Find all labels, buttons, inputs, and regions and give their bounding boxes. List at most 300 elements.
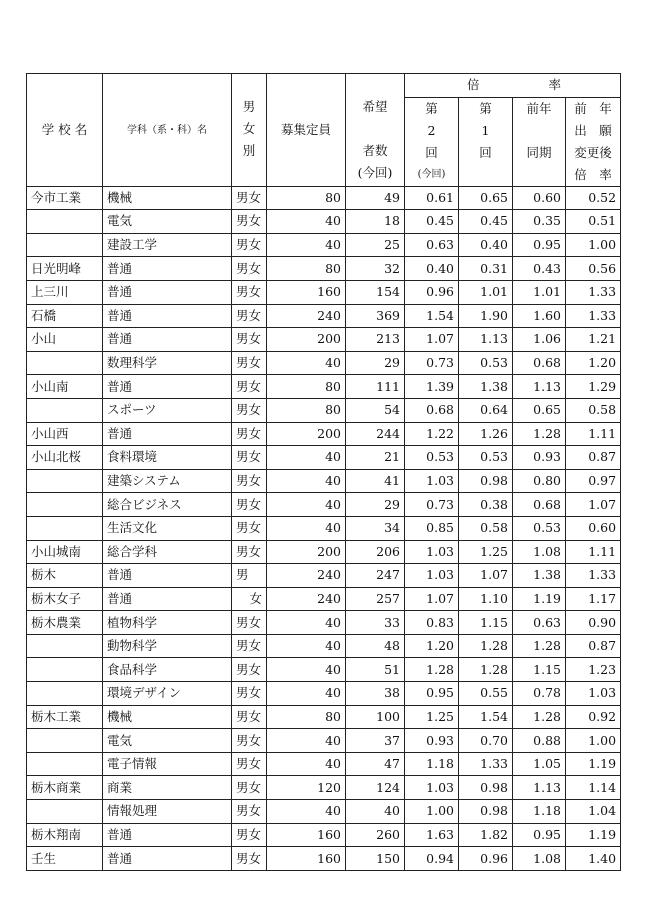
school-cell: 栃木工業 <box>27 705 103 729</box>
capacity-cell: 80 <box>267 398 346 422</box>
ratio-round2-cell: 0.68 <box>405 398 459 422</box>
capacity-cell: 200 <box>267 540 346 564</box>
ratio-prev-year-cell: 1.38 <box>513 564 566 588</box>
ratio-prev-year-cell: 1.28 <box>513 634 566 658</box>
table-row <box>27 800 621 824</box>
table-row <box>27 257 621 281</box>
ratio-prev-changed-cell: 1.07 <box>566 493 621 517</box>
school-cell: 石橋 <box>27 304 103 328</box>
ratio-prev-year-cell: 0.95 <box>513 823 566 847</box>
applicants-cell: 247 <box>346 564 405 588</box>
ratio-round1-cell: 0.31 <box>459 257 513 281</box>
sex-cell: 男女 <box>232 304 267 328</box>
school-cell <box>27 351 103 375</box>
ratio-prev-changed-cell: 1.33 <box>566 280 621 304</box>
sex-cell: 男女 <box>232 375 267 399</box>
table-row <box>27 776 621 800</box>
course-cell: 普通 <box>103 328 232 352</box>
sex-cell: 男女 <box>232 233 267 257</box>
ratio-prev-year-cell: 1.06 <box>513 328 566 352</box>
ratio-prev-changed-cell: 1.19 <box>566 823 621 847</box>
ratio-round1-cell: 0.65 <box>459 186 513 210</box>
table-row <box>27 729 621 753</box>
ratio-round2-cell: 0.85 <box>405 516 459 540</box>
applicants-cell: 100 <box>346 705 405 729</box>
ratio-round1-cell: 1.28 <box>459 634 513 658</box>
table-row <box>27 351 621 375</box>
ratio-round2-cell: 1.18 <box>405 752 459 776</box>
course-cell: 普通 <box>103 847 232 871</box>
ratio-prev-year-cell: 0.63 <box>513 611 566 635</box>
table-row <box>27 304 621 328</box>
applicants-cell: 206 <box>346 540 405 564</box>
ratio-prev-year-cell: 0.95 <box>513 233 566 257</box>
header-prev-changed: 前 年 出 願 変更後 倍 率 <box>566 97 621 186</box>
course-cell: 食料環境 <box>103 446 232 470</box>
ratio-prev-changed-cell: 1.11 <box>566 422 621 446</box>
ratio-prev-year-cell: 1.05 <box>513 752 566 776</box>
capacity-cell: 40 <box>267 752 346 776</box>
header-round1: 第 1 回 <box>459 97 513 186</box>
table-row <box>27 328 621 352</box>
header-round2: 第 2 回 (今回) <box>405 97 459 186</box>
capacity-cell: 40 <box>267 729 346 753</box>
ratio-round2-cell: 1.00 <box>405 800 459 824</box>
capacity-cell: 200 <box>267 328 346 352</box>
table-row <box>27 516 621 540</box>
ratio-round1-cell: 0.45 <box>459 210 513 234</box>
ratio-prev-year-cell: 1.08 <box>513 540 566 564</box>
ratio-round1-cell: 0.58 <box>459 516 513 540</box>
header-school: 学 校 名 <box>27 74 103 187</box>
sex-cell: 男女 <box>232 516 267 540</box>
ratio-round1-cell: 0.98 <box>459 469 513 493</box>
capacity-cell: 40 <box>267 658 346 682</box>
sex-cell: 男女 <box>232 729 267 753</box>
applicants-cell: 38 <box>346 682 405 706</box>
ratio-round2-cell: 1.25 <box>405 705 459 729</box>
school-cell <box>27 469 103 493</box>
ratio-prev-changed-cell: 1.20 <box>566 351 621 375</box>
capacity-cell: 240 <box>267 587 346 611</box>
sex-cell: 男女 <box>232 752 267 776</box>
course-cell: 普通 <box>103 257 232 281</box>
table-row <box>27 210 621 234</box>
table-row <box>27 422 621 446</box>
ratio-prev-changed-cell: 1.11 <box>566 540 621 564</box>
ratio-round2-cell: 0.93 <box>405 729 459 753</box>
table-row <box>27 446 621 470</box>
ratio-prev-changed-cell: 0.51 <box>566 210 621 234</box>
table-row <box>27 280 621 304</box>
ratio-prev-changed-cell: 1.23 <box>566 658 621 682</box>
applicants-cell: 260 <box>346 823 405 847</box>
ratio-round1-cell: 0.55 <box>459 682 513 706</box>
sex-cell: 男女 <box>232 634 267 658</box>
ratio-round1-cell: 0.96 <box>459 847 513 871</box>
capacity-cell: 160 <box>267 823 346 847</box>
applicants-cell: 154 <box>346 280 405 304</box>
school-cell: 壬生 <box>27 847 103 871</box>
ratio-prev-year-cell: 0.35 <box>513 210 566 234</box>
ratio-round1-cell: 1.25 <box>459 540 513 564</box>
course-cell: 普通 <box>103 375 232 399</box>
applicants-cell: 54 <box>346 398 405 422</box>
ratio-prev-year-cell: 0.93 <box>513 446 566 470</box>
sex-cell: 男女 <box>232 186 267 210</box>
ratio-prev-changed-cell: 1.03 <box>566 682 621 706</box>
school-cell: 小山北桜 <box>27 446 103 470</box>
school-cell: 小山西 <box>27 422 103 446</box>
ratio-round2-cell: 0.96 <box>405 280 459 304</box>
header-ratio-group: 倍 率 <box>405 74 621 98</box>
course-cell: 環境デザイン <box>103 682 232 706</box>
capacity-cell: 40 <box>267 611 346 635</box>
sex-cell: 男女 <box>232 823 267 847</box>
ratio-prev-changed-cell: 1.33 <box>566 304 621 328</box>
ratio-round2-cell: 1.03 <box>405 469 459 493</box>
ratio-prev-year-cell: 0.80 <box>513 469 566 493</box>
applicants-cell: 51 <box>346 658 405 682</box>
ratio-round2-cell: 1.07 <box>405 587 459 611</box>
ratio-round1-cell: 1.54 <box>459 705 513 729</box>
course-cell: 建設工学 <box>103 233 232 257</box>
sex-cell: 男女 <box>232 422 267 446</box>
table-row <box>27 587 621 611</box>
sex-cell: 男女 <box>232 328 267 352</box>
header-capacity: 募集定員 <box>267 74 346 187</box>
ratio-round1-cell: 1.82 <box>459 823 513 847</box>
ratio-round1-cell: 1.38 <box>459 375 513 399</box>
ratio-prev-changed-cell: 1.14 <box>566 776 621 800</box>
course-cell: 普通 <box>103 280 232 304</box>
sex-cell: 男女 <box>232 847 267 871</box>
course-cell: 普通 <box>103 304 232 328</box>
ratio-prev-year-cell: 1.01 <box>513 280 566 304</box>
applicants-cell: 29 <box>346 351 405 375</box>
ratio-prev-year-cell: 1.28 <box>513 422 566 446</box>
admission-ratio-table <box>26 73 621 871</box>
ratio-round2-cell: 1.07 <box>405 328 459 352</box>
school-cell <box>27 516 103 540</box>
sex-cell: 男 <box>232 564 267 588</box>
applicants-cell: 369 <box>346 304 405 328</box>
capacity-cell: 40 <box>267 516 346 540</box>
sex-cell: 男女 <box>232 398 267 422</box>
ratio-prev-year-cell: 0.78 <box>513 682 566 706</box>
ratio-round1-cell: 0.53 <box>459 351 513 375</box>
capacity-cell: 40 <box>267 233 346 257</box>
ratio-round1-cell: 1.07 <box>459 564 513 588</box>
ratio-round2-cell: 1.20 <box>405 634 459 658</box>
table-row <box>27 658 621 682</box>
ratio-prev-changed-cell: 1.00 <box>566 233 621 257</box>
school-cell: 栃木農業 <box>27 611 103 635</box>
school-cell <box>27 682 103 706</box>
sex-cell: 男女 <box>232 469 267 493</box>
ratio-prev-year-cell: 0.60 <box>513 186 566 210</box>
ratio-prev-changed-cell: 0.97 <box>566 469 621 493</box>
ratio-round1-cell: 1.33 <box>459 752 513 776</box>
ratio-prev-changed-cell: 1.40 <box>566 847 621 871</box>
ratio-round1-cell: 1.28 <box>459 658 513 682</box>
table-row <box>27 752 621 776</box>
school-cell <box>27 800 103 824</box>
ratio-prev-year-cell: 1.18 <box>513 800 566 824</box>
applicants-cell: 257 <box>346 587 405 611</box>
ratio-round2-cell: 0.73 <box>405 493 459 517</box>
ratio-round1-cell: 0.70 <box>459 729 513 753</box>
ratio-round1-cell: 0.64 <box>459 398 513 422</box>
ratio-round1-cell: 1.90 <box>459 304 513 328</box>
capacity-cell: 80 <box>267 186 346 210</box>
table-row <box>27 186 621 210</box>
ratio-round1-cell: 1.01 <box>459 280 513 304</box>
ratio-round2-cell: 1.54 <box>405 304 459 328</box>
table-row <box>27 398 621 422</box>
table-row <box>27 823 621 847</box>
capacity-cell: 80 <box>267 375 346 399</box>
course-cell: 普通 <box>103 823 232 847</box>
capacity-cell: 40 <box>267 446 346 470</box>
ratio-round1-cell: 0.38 <box>459 493 513 517</box>
ratio-round2-cell: 1.28 <box>405 658 459 682</box>
applicants-cell: 124 <box>346 776 405 800</box>
capacity-cell: 40 <box>267 800 346 824</box>
course-cell: 電子情報 <box>103 752 232 776</box>
applicants-cell: 21 <box>346 446 405 470</box>
ratio-round2-cell: 0.83 <box>405 611 459 635</box>
sex-cell: 男女 <box>232 682 267 706</box>
applicants-cell: 150 <box>346 847 405 871</box>
header-course: 学科（系・科）名 <box>103 74 232 187</box>
ratio-round2-cell: 1.03 <box>405 776 459 800</box>
ratio-round1-cell: 0.40 <box>459 233 513 257</box>
ratio-prev-year-cell: 0.43 <box>513 257 566 281</box>
course-cell: 情報処理 <box>103 800 232 824</box>
ratio-round2-cell: 1.03 <box>405 540 459 564</box>
course-cell: 普通 <box>103 422 232 446</box>
school-cell: 日光明峰 <box>27 257 103 281</box>
table-row <box>27 233 621 257</box>
ratio-round2-cell: 1.63 <box>405 823 459 847</box>
ratio-round2-cell: 0.73 <box>405 351 459 375</box>
capacity-cell: 40 <box>267 210 346 234</box>
course-cell: スポーツ <box>103 398 232 422</box>
sex-cell: 男女 <box>232 280 267 304</box>
table-row <box>27 564 621 588</box>
applicants-cell: 25 <box>346 233 405 257</box>
course-cell: 総合ビジネス <box>103 493 232 517</box>
table-row <box>27 611 621 635</box>
course-cell: 機械 <box>103 186 232 210</box>
school-cell: 上三川 <box>27 280 103 304</box>
sex-cell: 男女 <box>232 493 267 517</box>
ratio-prev-year-cell: 0.68 <box>513 493 566 517</box>
ratio-round2-cell: 0.94 <box>405 847 459 871</box>
school-cell: 小山 <box>27 328 103 352</box>
ratio-round1-cell: 1.15 <box>459 611 513 635</box>
sex-cell: 男女 <box>232 257 267 281</box>
ratio-prev-changed-cell: 1.00 <box>566 729 621 753</box>
applicants-cell: 244 <box>346 422 405 446</box>
applicants-cell: 213 <box>346 328 405 352</box>
applicants-cell: 18 <box>346 210 405 234</box>
ratio-round1-cell: 1.13 <box>459 328 513 352</box>
header-prev-year: 前年 同期 <box>513 97 566 186</box>
school-cell: 栃木商業 <box>27 776 103 800</box>
sex-cell: 男女 <box>232 446 267 470</box>
table-row <box>27 469 621 493</box>
ratio-prev-year-cell: 1.13 <box>513 776 566 800</box>
ratio-round2-cell: 0.61 <box>405 186 459 210</box>
ratio-round1-cell: 0.98 <box>459 776 513 800</box>
ratio-round1-cell: 1.26 <box>459 422 513 446</box>
course-cell: 普通 <box>103 587 232 611</box>
ratio-prev-year-cell: 1.15 <box>513 658 566 682</box>
ratio-round1-cell: 0.53 <box>459 446 513 470</box>
capacity-cell: 40 <box>267 493 346 517</box>
school-cell <box>27 493 103 517</box>
sex-cell: 男女 <box>232 210 267 234</box>
applicants-cell: 48 <box>346 634 405 658</box>
course-cell: 普通 <box>103 564 232 588</box>
sex-cell: 男女 <box>232 540 267 564</box>
course-cell: 数理科学 <box>103 351 232 375</box>
applicants-cell: 37 <box>346 729 405 753</box>
ratio-prev-year-cell: 1.60 <box>513 304 566 328</box>
ratio-round2-cell: 1.03 <box>405 564 459 588</box>
ratio-prev-year-cell: 1.13 <box>513 375 566 399</box>
table-row <box>27 493 621 517</box>
ratio-prev-year-cell: 0.88 <box>513 729 566 753</box>
capacity-cell: 40 <box>267 634 346 658</box>
capacity-cell: 200 <box>267 422 346 446</box>
ratio-prev-changed-cell: 1.21 <box>566 328 621 352</box>
applicants-cell: 32 <box>346 257 405 281</box>
ratio-prev-changed-cell: 1.17 <box>566 587 621 611</box>
school-cell: 栃木女子 <box>27 587 103 611</box>
header-sex: 男 女 別 <box>232 74 267 187</box>
school-cell <box>27 634 103 658</box>
capacity-cell: 240 <box>267 304 346 328</box>
table-row <box>27 634 621 658</box>
school-cell: 小山南 <box>27 375 103 399</box>
course-cell: 総合学科 <box>103 540 232 564</box>
school-cell: 今市工業 <box>27 186 103 210</box>
ratio-prev-changed-cell: 1.29 <box>566 375 621 399</box>
school-cell <box>27 752 103 776</box>
ratio-round2-cell: 1.22 <box>405 422 459 446</box>
applicants-cell: 47 <box>346 752 405 776</box>
sex-cell: 男女 <box>232 705 267 729</box>
ratio-prev-changed-cell: 0.92 <box>566 705 621 729</box>
applicants-cell: 33 <box>346 611 405 635</box>
header-applicants: 希望 者数 (今回) <box>346 74 405 187</box>
school-cell <box>27 729 103 753</box>
school-cell: 栃木翔南 <box>27 823 103 847</box>
course-cell: 商業 <box>103 776 232 800</box>
school-cell <box>27 398 103 422</box>
table-row <box>27 705 621 729</box>
course-cell: 電気 <box>103 729 232 753</box>
capacity-cell: 240 <box>267 564 346 588</box>
ratio-prev-changed-cell: 1.19 <box>566 752 621 776</box>
ratio-round1-cell: 0.98 <box>459 800 513 824</box>
ratio-prev-changed-cell: 0.87 <box>566 446 621 470</box>
sex-cell: 男女 <box>232 611 267 635</box>
ratio-prev-changed-cell: 1.04 <box>566 800 621 824</box>
ratio-round2-cell: 0.63 <box>405 233 459 257</box>
school-cell: 栃木 <box>27 564 103 588</box>
course-cell: 植物科学 <box>103 611 232 635</box>
ratio-prev-changed-cell: 0.52 <box>566 186 621 210</box>
ratio-prev-changed-cell: 0.56 <box>566 257 621 281</box>
sex-cell: 女 <box>232 587 267 611</box>
sex-cell: 男女 <box>232 351 267 375</box>
ratio-round2-cell: 0.45 <box>405 210 459 234</box>
course-cell: 電気 <box>103 210 232 234</box>
ratio-prev-year-cell: 0.53 <box>513 516 566 540</box>
applicants-cell: 49 <box>346 186 405 210</box>
capacity-cell: 160 <box>267 847 346 871</box>
ratio-prev-year-cell: 1.28 <box>513 705 566 729</box>
capacity-cell: 80 <box>267 705 346 729</box>
applicants-cell: 29 <box>346 493 405 517</box>
ratio-prev-year-cell: 0.65 <box>513 398 566 422</box>
school-cell: 小山城南 <box>27 540 103 564</box>
table-row <box>27 847 621 871</box>
sex-cell: 男女 <box>232 658 267 682</box>
applicants-cell: 40 <box>346 800 405 824</box>
ratio-prev-changed-cell: 0.87 <box>566 634 621 658</box>
applicants-cell: 41 <box>346 469 405 493</box>
ratio-round2-cell: 0.53 <box>405 446 459 470</box>
ratio-round2-cell: 0.95 <box>405 682 459 706</box>
ratio-prev-year-cell: 1.08 <box>513 847 566 871</box>
school-cell <box>27 658 103 682</box>
ratio-prev-year-cell: 1.19 <box>513 587 566 611</box>
course-cell: 動物科学 <box>103 634 232 658</box>
capacity-cell: 40 <box>267 682 346 706</box>
sex-cell: 男女 <box>232 776 267 800</box>
course-cell: 建築システム <box>103 469 232 493</box>
capacity-cell: 40 <box>267 351 346 375</box>
ratio-prev-changed-cell: 0.90 <box>566 611 621 635</box>
school-cell <box>27 210 103 234</box>
school-cell <box>27 233 103 257</box>
course-cell: 機械 <box>103 705 232 729</box>
applicants-cell: 34 <box>346 516 405 540</box>
capacity-cell: 120 <box>267 776 346 800</box>
ratio-round1-cell: 1.10 <box>459 587 513 611</box>
ratio-prev-changed-cell: 0.58 <box>566 398 621 422</box>
capacity-cell: 80 <box>267 257 346 281</box>
table-row <box>27 682 621 706</box>
ratio-prev-changed-cell: 1.33 <box>566 564 621 588</box>
ratio-round2-cell: 1.39 <box>405 375 459 399</box>
course-cell: 生活文化 <box>103 516 232 540</box>
ratio-prev-changed-cell: 0.60 <box>566 516 621 540</box>
applicants-cell: 111 <box>346 375 405 399</box>
table-row <box>27 375 621 399</box>
capacity-cell: 160 <box>267 280 346 304</box>
ratio-round2-cell: 0.40 <box>405 257 459 281</box>
capacity-cell: 40 <box>267 469 346 493</box>
sex-cell: 男女 <box>232 800 267 824</box>
ratio-prev-year-cell: 0.68 <box>513 351 566 375</box>
table-row <box>27 540 621 564</box>
